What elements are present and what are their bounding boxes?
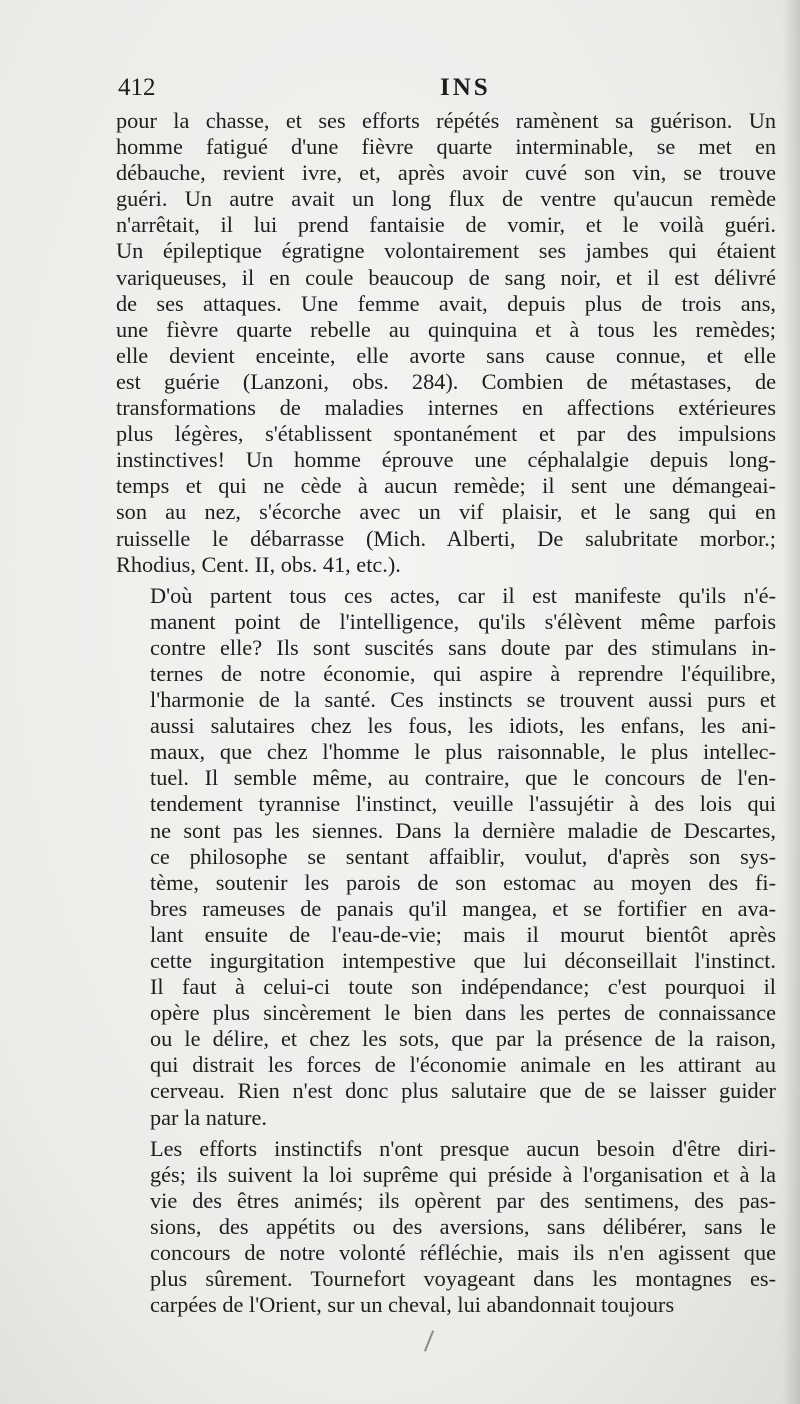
- body-text: [116, 108, 776, 1318]
- text-line: elle devient enceinte, elle avorte sans cause connue, et elle: [116, 342, 776, 368]
- text-line: contre elle? Ils sont suscités sans doute par des stimulans in-: [150, 634, 776, 660]
- text-line: homme fatigué d'une fièvre quarte interminable, se met en: [116, 134, 776, 160]
- text-line: variqueuses, il en coule beaucoup de sang noir, et il est délivré: [116, 264, 776, 290]
- text-line: bres rameuses de panais qu'il mangea, et se fortifier en ava-: [150, 895, 776, 921]
- text-line: ou le délire, et chez les sots, que par la présence de la raison,: [150, 1026, 776, 1052]
- text-line: qui distrait les forces de l'économie animale en les attirant au: [150, 1052, 776, 1078]
- text-line: temps et qui ne cède à aucun remède; il sent une démangeai-: [116, 473, 776, 499]
- text-line: aussi salutaires chez les fous, les idiots, les enfans, les ani-: [150, 713, 776, 739]
- text-line: débauche, revient ivre, et, après avoir cuvé son vin, se trouve: [116, 160, 776, 186]
- text-line: manent point de l'intelligence, qu'ils s'élèvent même parfois: [150, 608, 776, 634]
- running-title: INS: [440, 74, 491, 101]
- text-line: pour la chasse, et ses efforts répétés ramènent sa guérison. Un: [116, 108, 776, 133]
- paragraph: [116, 583, 776, 1131]
- text-line: tendement tyrannise l'instinct, veuille l'assujétir à des lois qui: [150, 791, 776, 817]
- text-line: instinctives! Un homme éprouve une céphalalgie depuis long-: [116, 447, 776, 473]
- text-line: D'où partent tous ces actes, car il est manifeste qu'ils n'é-: [150, 582, 776, 608]
- text-line: cette ingurgitation intempestive que lui déconseillait l'instinct.: [150, 948, 776, 973]
- running-head: [118, 74, 778, 108]
- text-line: carpées de l'Orient, sur un cheval, lui abandonnait toujours: [150, 1292, 675, 1318]
- text-line: cerveau. Rien n'est donc plus salutaire que de se laisser guider: [150, 1078, 776, 1104]
- text-line: ternes de notre économie, qui aspire à reprendre l'équilibre,: [150, 660, 776, 686]
- text-line: Rhodius, Cent. II, obs. 41, etc.).: [116, 551, 401, 577]
- stray-ink-mark: [424, 1330, 434, 1351]
- text-line: opère plus sincèrement le bien dans les pertes de connaissance: [150, 1000, 776, 1026]
- text-line: gés; ils suivent la loi suprême qui préside à l'organisation et à la: [150, 1161, 776, 1187]
- text-line: par la nature.: [150, 1104, 267, 1130]
- text-line: n'arrêtait, il lui prend fantaisie de vomir, et le voilà guéri.: [116, 212, 776, 238]
- text-line: maux, que chez l'homme le plus raisonnable, le plus intellec-: [150, 739, 776, 765]
- text-line: Il faut à celui-ci toute son indépendance; c'est pourquoi il: [150, 974, 776, 1000]
- text-line: une fièvre quarte rebelle au quinquina et à tous les remèdes;: [116, 316, 776, 342]
- text-line: l'harmonie de la santé. Ces instincts se trouvent aussi purs et: [150, 687, 776, 713]
- text-line: lant ensuite de l'eau-de-vie; mais il mourut bientôt après: [150, 921, 776, 947]
- text-line: ruisselle le débarrasse (Mich. Alberti, De salubritate morbor.;: [116, 525, 776, 551]
- text-line: ce philosophe se sentant affaiblir, voulut, d'après son sys-: [150, 843, 776, 869]
- text-line: Les efforts instinctifs n'ont presque aucun besoin d'être diri-: [150, 1135, 776, 1161]
- text-line: son au nez, s'écorche avec un vif plaisir, et le sang qui en: [116, 499, 776, 525]
- text-line: sions, des appétits ou des aversions, sans délibérer, sans le: [150, 1213, 776, 1239]
- text-line: guéri. Un autre avait un long flux de ventre qu'aucun remède: [116, 186, 776, 212]
- page-number: 412: [118, 74, 156, 101]
- text-line: tuel. Il semble même, au contraire, que le concours de l'en-: [150, 765, 776, 791]
- text-line: ne sont pas les siennes. Dans la dernière maladie de Descartes,: [150, 817, 776, 843]
- paragraph: [116, 108, 776, 578]
- text-line: Un épileptique égratigne volontairement ses jambes qui étaient: [116, 238, 776, 264]
- text-line: plus légères, s'établissent spontanément et par des impulsions: [116, 421, 776, 447]
- text-line: vie des êtres animés; ils opèrent par des sentimens, des pas-: [150, 1187, 776, 1213]
- text-line: concours de notre volonté réfléchie, mais ils n'en agissent que: [150, 1240, 776, 1266]
- text-line: plus sûrement. Tournefort voyageant dans les montagnes es-: [150, 1266, 776, 1292]
- text-line: est guérie (Lanzoni, obs. 284). Combien de métastases, de: [116, 368, 776, 394]
- paragraph: [116, 1136, 776, 1319]
- text-line: de ses attaques. Une femme avait, depuis plus de trois ans,: [116, 290, 776, 316]
- text-line: transformations de maladies internes en affections extérieures: [116, 395, 776, 421]
- text-line: tème, soutenir les parois de son estomac au moyen des fi-: [150, 869, 776, 895]
